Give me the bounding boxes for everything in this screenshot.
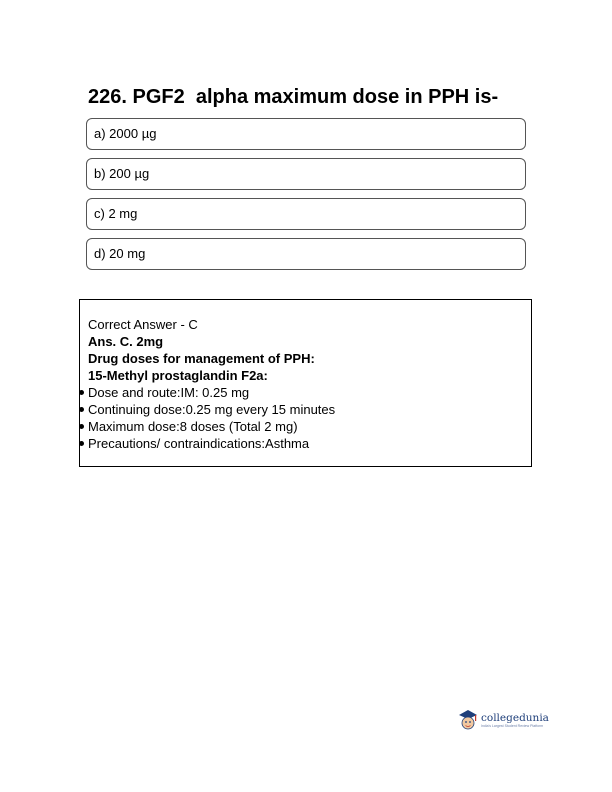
dose-bullet-list bbox=[88, 384, 523, 452]
bullet-text: Dose and route:IM: 0.25 mg bbox=[88, 385, 250, 400]
bullet-item bbox=[88, 435, 523, 452]
correct-answer-text: Correct Answer - C bbox=[88, 317, 198, 332]
bullet-text: Precautions/ contraindications:Asthma bbox=[88, 436, 310, 451]
bullet-text: Maximum dose:8 doses (Total 2 mg) bbox=[88, 419, 298, 434]
option-c[interactable]: c) 2 mg bbox=[86, 198, 526, 230]
option-d[interactable]: d) 20 mg bbox=[86, 238, 526, 270]
options-list bbox=[86, 118, 526, 278]
bullet-text: Continuing dose:0.25 mg every 15 minutes bbox=[88, 402, 336, 417]
explanation-heading: Drug doses for management of PPH: bbox=[88, 351, 315, 366]
bullet-icon bbox=[79, 390, 84, 395]
option-b[interactable]: b) 200 µg bbox=[86, 158, 526, 190]
explanation-subheading: 15-Methyl prostaglandin F2a: bbox=[88, 368, 268, 383]
option-a[interactable]: a) 2000 µg bbox=[86, 118, 526, 150]
answer-statement: Ans. C. 2mg bbox=[88, 334, 164, 349]
brand-tagline: India's Largest Student Review Platform bbox=[481, 723, 544, 728]
bullet-item bbox=[88, 401, 523, 418]
bullet-item bbox=[88, 384, 523, 401]
collegedunia-logo bbox=[457, 708, 549, 732]
bullet-icon bbox=[79, 441, 84, 446]
brand-name: collegedunia bbox=[481, 711, 549, 724]
bullet-icon bbox=[79, 424, 84, 429]
bullet-item bbox=[88, 418, 523, 435]
question-title: 226. PGF2 alpha maximum dose in PPH is- bbox=[88, 86, 499, 108]
bullet-icon bbox=[79, 407, 84, 412]
graduate-mascot-icon bbox=[457, 708, 479, 732]
answer-explanation-box bbox=[79, 299, 532, 467]
